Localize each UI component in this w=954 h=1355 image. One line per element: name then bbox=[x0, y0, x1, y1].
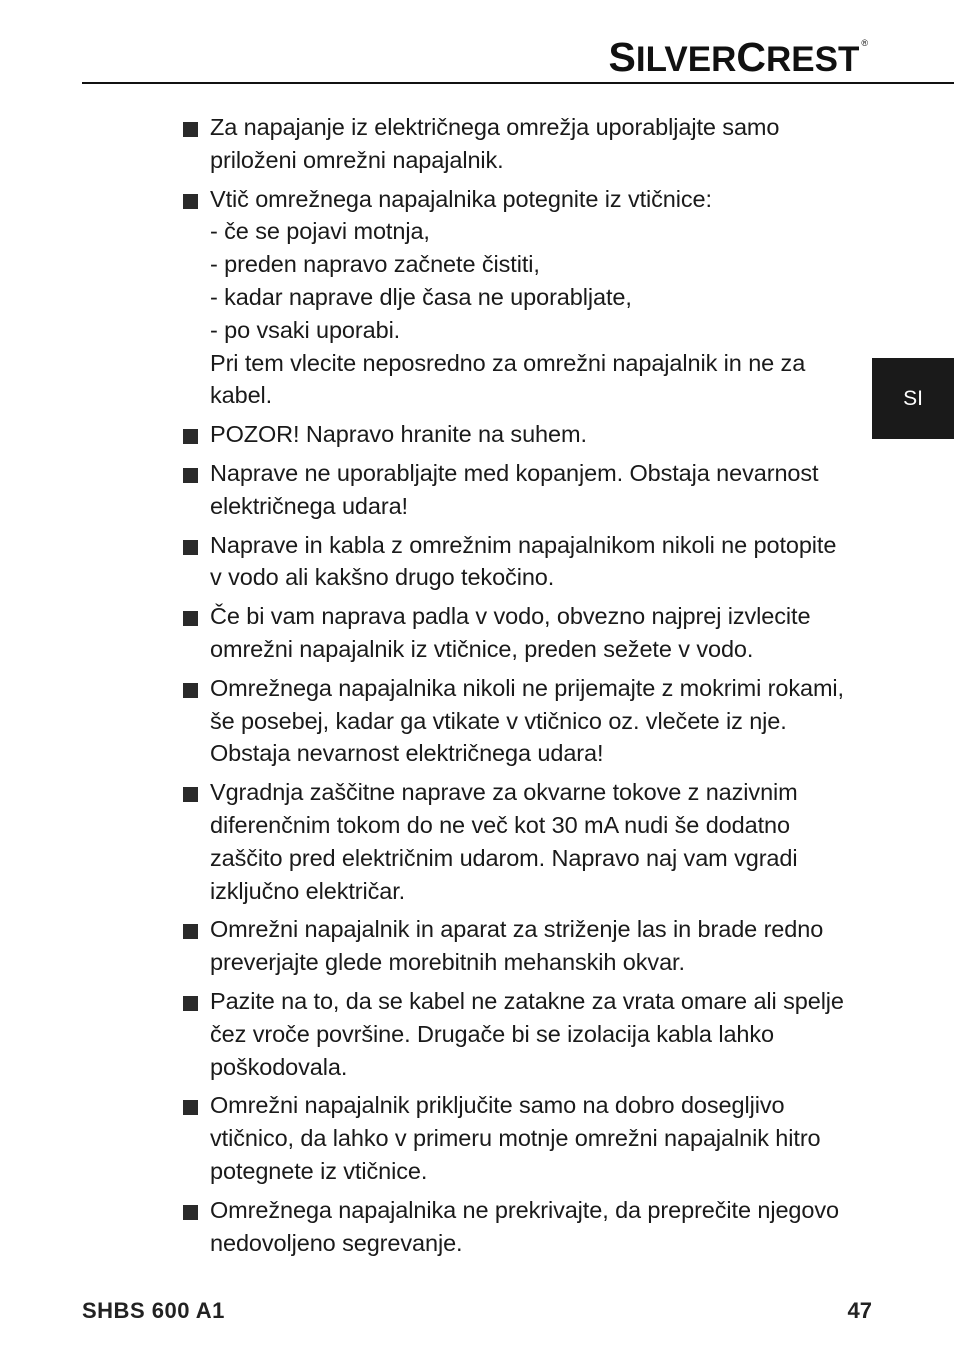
list-item bbox=[183, 418, 863, 451]
text-line: potegnete iz vtičnice. bbox=[210, 1157, 428, 1184]
text-line: priloženi omrežni napajalnik. bbox=[210, 146, 504, 173]
safety-instructions-list bbox=[183, 111, 863, 1265]
bullet-square-icon bbox=[183, 183, 210, 209]
list-item-text bbox=[210, 183, 805, 413]
bullet-square-icon bbox=[183, 529, 210, 555]
text-line: izključno električar. bbox=[210, 877, 406, 904]
list-item bbox=[183, 985, 863, 1083]
list-item-text bbox=[210, 529, 836, 595]
text-line: Če bi vam naprava padla v vodo, obvezno najprej izvlecite bbox=[210, 603, 811, 630]
bullet-square-icon bbox=[183, 985, 210, 1011]
list-item bbox=[183, 529, 863, 595]
text-line: zaščito pred električnim udarom. Napravo naj vam vgradi bbox=[210, 844, 798, 871]
list-item-text bbox=[210, 913, 823, 979]
list-item-text bbox=[210, 672, 844, 770]
registered-mark: ® bbox=[861, 38, 868, 48]
list-item bbox=[183, 1089, 863, 1187]
language-tab-label: SI bbox=[903, 386, 923, 410]
list-item bbox=[183, 672, 863, 770]
brand-letter-s: S bbox=[608, 34, 636, 80]
list-item bbox=[183, 913, 863, 979]
text-line: Omrežni napajalnik priključite samo na dobro dosegljivo bbox=[210, 1092, 785, 1119]
text-line: - preden napravo začnete čistiti, bbox=[210, 251, 540, 278]
list-item bbox=[183, 600, 863, 666]
text-line: Obstaja nevarnost električnega udara! bbox=[210, 740, 604, 767]
text-line: kabel. bbox=[210, 382, 273, 409]
list-item bbox=[183, 1194, 863, 1260]
text-line: preverjajte glede morebitnih mehanskih okvar. bbox=[210, 949, 685, 976]
text-line: Pazite na to, da se kabel ne zatakne za vrata omare ali spelje bbox=[210, 987, 844, 1014]
text-line: poškodovala. bbox=[210, 1053, 348, 1080]
bullet-square-icon bbox=[183, 457, 210, 483]
list-item-text bbox=[210, 600, 810, 666]
page-number: 47 bbox=[847, 1298, 872, 1323]
bullet-square-icon bbox=[183, 1194, 210, 1220]
list-item bbox=[183, 776, 863, 907]
bullet-square-icon bbox=[183, 913, 210, 939]
list-item-text bbox=[210, 985, 844, 1083]
list-item bbox=[183, 457, 863, 523]
language-tab bbox=[872, 358, 954, 439]
text-line: Omrežnega napajalnika nikoli ne prijemajte z mokrimi rokami, bbox=[210, 674, 844, 701]
text-line: POZOR! Napravo hranite na suhem. bbox=[210, 421, 587, 448]
list-item-text bbox=[210, 1194, 839, 1260]
text-line: električnega udara! bbox=[210, 492, 408, 519]
list-item-text bbox=[210, 457, 818, 523]
brand-part-rest: REST bbox=[766, 40, 860, 79]
brand-letter-c: C bbox=[736, 34, 766, 80]
bullet-square-icon bbox=[183, 672, 210, 698]
text-line: diferenčnim tokom do ne več kot 30 mA nudi še dodatno bbox=[210, 811, 790, 838]
text-line: še posebej, kadar ga vtikate v vtičnico oz. vlečete iz nje. bbox=[210, 707, 787, 734]
list-item-text bbox=[210, 111, 779, 177]
text-line: vtičnico, da lahko v primeru motnje omrežni napajalnik hitro bbox=[210, 1125, 821, 1152]
list-item-text bbox=[210, 1089, 821, 1187]
bullet-square-icon bbox=[183, 418, 210, 444]
bullet-square-icon bbox=[183, 111, 210, 137]
text-line: nedovoljeno segrevanje. bbox=[210, 1229, 463, 1256]
list-item-text bbox=[210, 418, 587, 451]
text-line: Naprave ne uporabljajte med kopanjem. Obstaja nevarnost bbox=[210, 459, 819, 486]
brand-logo bbox=[609, 34, 868, 81]
text-line: - po vsaki uporabi. bbox=[210, 316, 401, 343]
text-line: Omrežnega napajalnika ne prekrivajte, da preprečite njegovo bbox=[210, 1196, 839, 1223]
text-line: Pri tem vlecite neposredno za omrežni napajalnik in ne za bbox=[210, 349, 806, 376]
text-line: Omrežni napajalnik in aparat za striženje las in brade redno bbox=[210, 916, 824, 943]
footer-model-number: SHBS 600 A1 bbox=[82, 1298, 225, 1323]
text-line: - kadar naprave dlje časa ne uporabljate, bbox=[210, 283, 632, 310]
text-line: čez vroče površine. Drugače bi se izolacija kabla lahko bbox=[210, 1020, 775, 1047]
list-item-text bbox=[210, 776, 798, 907]
text-line: Vtič omrežnega napajalnika potegnite iz vtičnice: bbox=[210, 185, 712, 212]
bullet-square-icon bbox=[183, 776, 210, 802]
list-item bbox=[183, 111, 863, 177]
text-line: Vgradnja zaščitne naprave za okvarne tokove z nazivnim bbox=[210, 779, 798, 806]
brand-part-ilver: ILVER bbox=[635, 40, 737, 79]
text-line: omrežni napajalnik iz vtičnice, preden sežete v vodo. bbox=[210, 635, 754, 662]
text-line: - če se pojavi motnja, bbox=[210, 218, 430, 245]
bullet-square-icon bbox=[183, 1089, 210, 1115]
text-line: v vodo ali kakšno drugo tekočino. bbox=[210, 564, 555, 591]
bullet-square-icon bbox=[183, 600, 210, 626]
text-line: Za napajanje iz električnega omrežja uporabljajte samo bbox=[210, 114, 780, 140]
list-item bbox=[183, 183, 863, 413]
header-rule bbox=[82, 82, 954, 84]
text-line: Naprave in kabla z omrežnim napajalnikom nikoli ne potopite bbox=[210, 531, 837, 558]
